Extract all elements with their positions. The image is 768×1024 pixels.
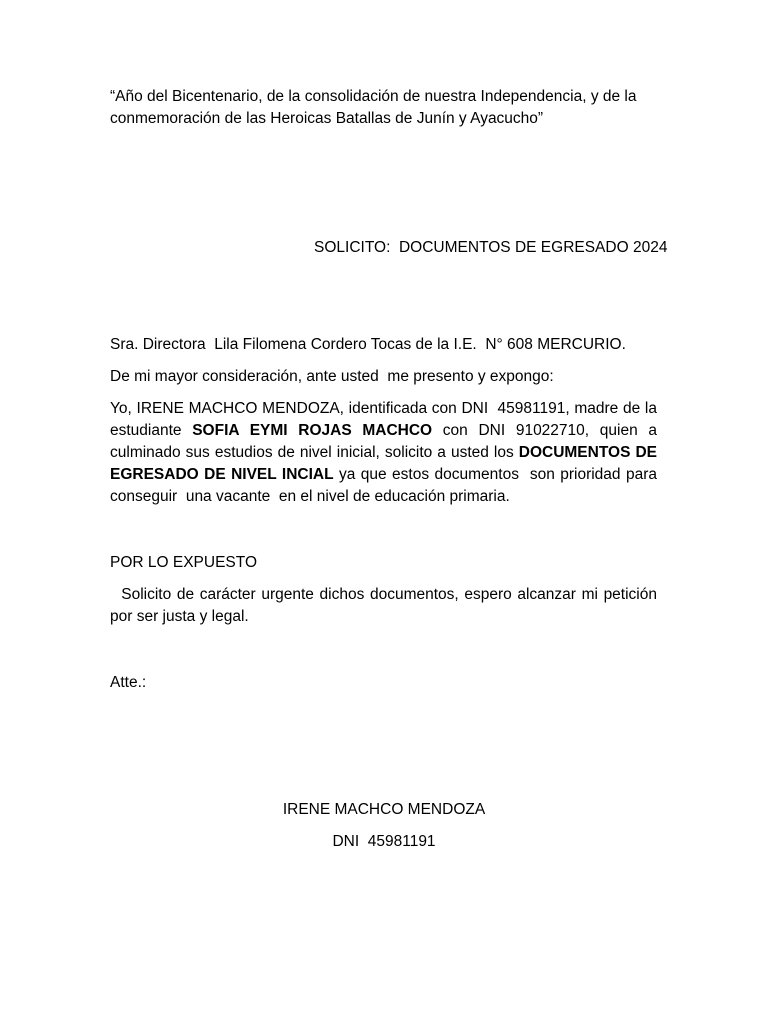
greeting: De mi mayor consideración, ante usted me presento y expongo: xyxy=(110,368,554,385)
closing: Atte.: xyxy=(110,674,147,691)
por-lo-expuesto: POR LO EXPUESTO xyxy=(110,554,258,571)
subject-line: SOLICITO: DOCUMENTOS DE EGRESADO 2024 xyxy=(314,239,668,256)
addressee: Sra. Directora Lila Filomena Cordero Tocas de la I.E. N° 608 MERCURIO. xyxy=(110,336,626,353)
body-text-part3: ya que estos documentos son prioridad para conseguir una vacante en el nivel de educación primaria. xyxy=(110,466,662,505)
body-text-part1: Yo, IRENE MACHCO MENDOZA, identificada con DNI 45981191, madre de la estudiante xyxy=(110,400,662,439)
student-name: SOFIA EYMI ROJAS MACHCO xyxy=(192,422,433,439)
header-quote: “Año del Bicentenario, de la consolidación de nuestra Independencia, y de la conmemoración de las Heroicas Batallas de Junín y Ayacucho” xyxy=(110,88,637,127)
documents-requested: DOCUMENTOS DE EGRESADO DE NIVEL INCIAL xyxy=(110,444,662,483)
body-paragraph xyxy=(110,398,662,508)
body-text-part2: con DNI 91022710, quien a culminado sus estudios de nivel inicial, solicito a usted los xyxy=(110,422,662,461)
request-paragraph: Solicito de carácter urgente dichos documentos, espero alcanzar mi petición por ser justa y legal. xyxy=(110,586,662,625)
signature-dni: DNI 45981191 xyxy=(332,833,436,850)
signature-name: IRENE MACHCO MENDOZA xyxy=(282,801,486,818)
